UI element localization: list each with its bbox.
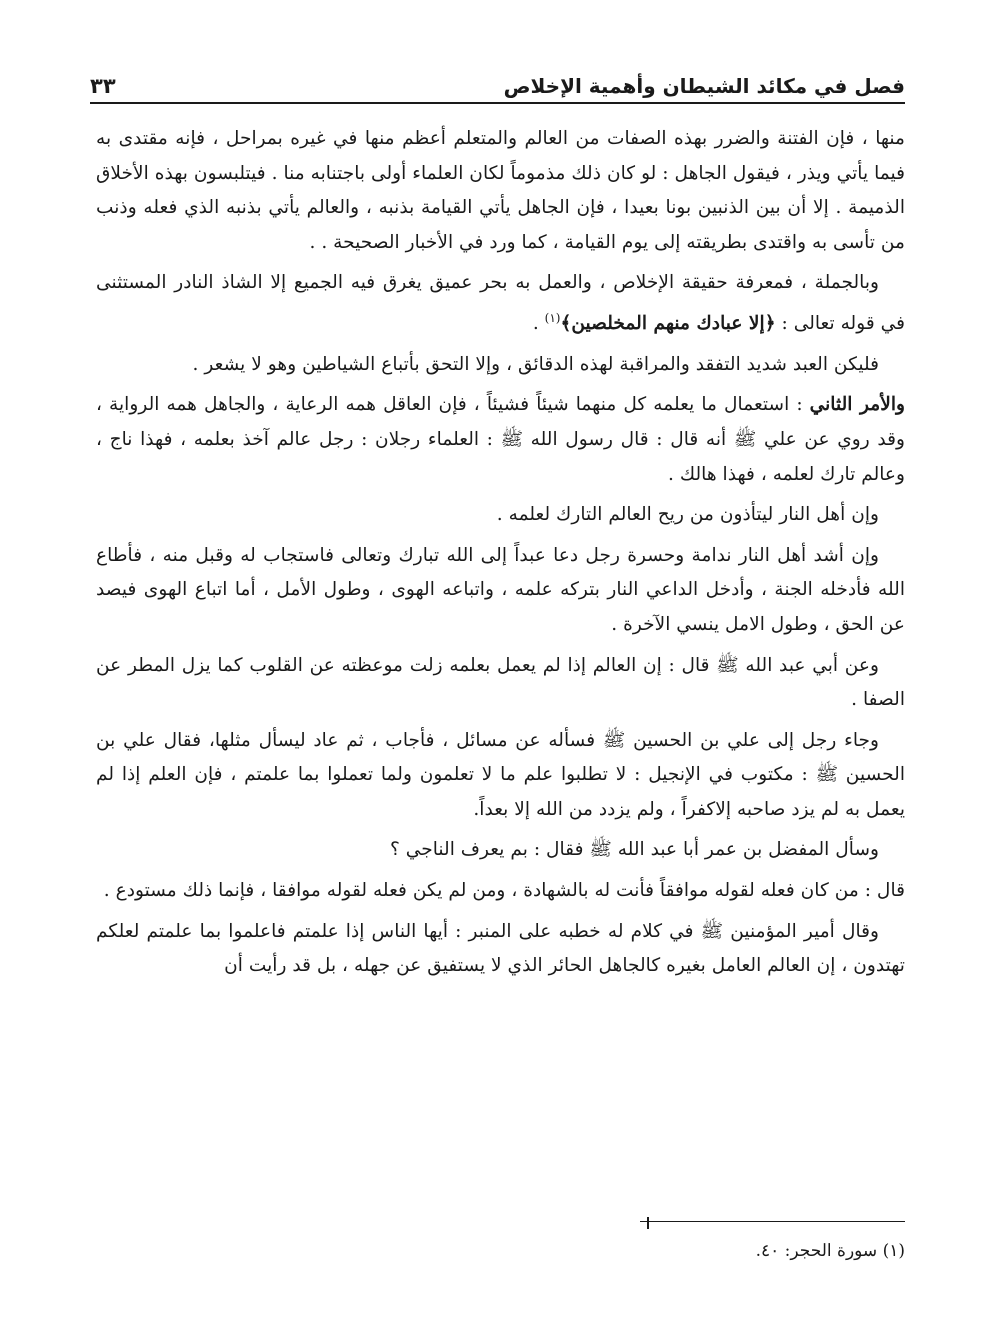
section-lead: والأمر الثاني	[809, 394, 905, 416]
footnote-divider-tick	[647, 1217, 649, 1229]
body-text	[96, 122, 905, 990]
paragraph-3: فليكن العبد شديد التفقد والمراقبة لهذه الدقائق ، وإلا التحق بأتباع الشياطين وهو لا يشعر .	[192, 353, 879, 375]
page-header	[90, 58, 905, 104]
paragraph-10: قال : من كان فعله لقوله موافقاً فأنت له بالشهادة ، ومن لم يكن فعله لقوله موافقا ، فإنما ذلك مستودع .	[103, 880, 905, 902]
paragraph-4	[96, 388, 905, 492]
paragraph-2	[96, 266, 905, 341]
page-number: ٣٣	[90, 74, 116, 98]
running-title: فصل في مكائد الشيطان وأهمية الإخلاص	[503, 74, 905, 98]
footnote-reference: (١)	[544, 310, 561, 325]
paragraph-8: وجاء رجل إلى علي بن الحسين ﷺ فسأله عن مسائل ، فأجاب ، ثم عاد ليسأل مثلها، فقال علي بن الحسين ﷺ : مكتوب في الإنجيل : لا تطلبوا علم ما لا تعلمون ولما تعملوا بما علمتم ، فإن العلم إذا لم يعمل به لم يزد صاحبه إلاكفراً ، ولم يزدد من الله إلا بعداً.	[96, 729, 905, 820]
paragraph-4-text: : استعمال ما يعلمه كل منهما شيئاً فشيئاً ، فإن العاقل همه الرعاية ، والجاهل همه الرواية ، وقد روي عن علي ﷺ أنه قال : قال رسول الله ﷺ : العلماء رجلان : رجل عالم آخذ بعلمه ، فهذا ناج ، وعالم تارك لعلمه ، فهذا هالك .	[96, 394, 905, 485]
paragraph-9: وسأل المفضل بن عمر أبا عبد الله ﷺ فقال : بم يعرف الناجي ؟	[389, 839, 879, 861]
quran-quote: ﴿إلا عبادك منهم المخلصين﴾	[560, 313, 776, 335]
paragraph-11: وقال أمير المؤمنين ﷺ في كلام له خطبه على المنبر : أيها الناس إذا علمتم فاعلموا بما علمتم لعلكم تهتدون ، إن العالم العامل بغيره كالجاهل الحائر الذي لا يستفيق عن جهله ، بل قد رأيت أن	[96, 920, 905, 977]
footnote: (١) سورة الحجر: ٤٠.	[755, 1241, 905, 1261]
paragraph-2-text: وبالجملة ، فمعرفة حقيقة الإخلاص ، والعمل به بحر عميق يغرق فيه الجميع إلا الشاذ النادر المستثنى في قوله تعالى :	[96, 272, 905, 335]
footnote-divider	[640, 1221, 905, 1222]
paragraph-6: وإن أشد أهل النار ندامة وحسرة رجل دعا عبداً إلى الله تبارك وتعالى فاستجاب له وقبل منه ، فأطاع الله فأدخله الجنة ، وأدخل الداعي النار بتركه علمه ، واتباعه الهوى ، وطول الأمل ، أما اتباع الهوى فيصد عن الحق ، وطول الامل ينسي الآخرة .	[96, 544, 905, 635]
paragraph-1: منها ، فإن الفتنة والضرر بهذه الصفات من العالم والمتعلم أعظم منها في غيره بمراحل ، فإنه مقتدى به فيما يأتي ويذر ، فيقول الجاهل : لو كان ذلك مذموماً لكان العلماء أولى باجتنابه منا . فيتلبسون بهذه الأخلاق الذميمة . إلا أن بين الذنبين بونا بعيدا ، فإن الجاهل يأتي القيامة بذنبه ، والعالم يأتي بذنبه الذي فعله وذنب من تأسى به واقتدى بطريقته إلى يوم القيامة ، كما ورد في الأخبار الصحيحة . .	[96, 128, 905, 253]
paragraph-5: وإن أهل النار ليتأذون من ريح العالم التارك لعلمه .	[496, 504, 879, 526]
paragraph-7: وعن أبي عبد الله ﷺ قال : إن العالم إذا لم يعمل بعلمه زلت موعظته عن القلوب كما يزل المطر عن الصفا .	[96, 654, 905, 711]
paragraph-2-end: .	[532, 313, 545, 335]
